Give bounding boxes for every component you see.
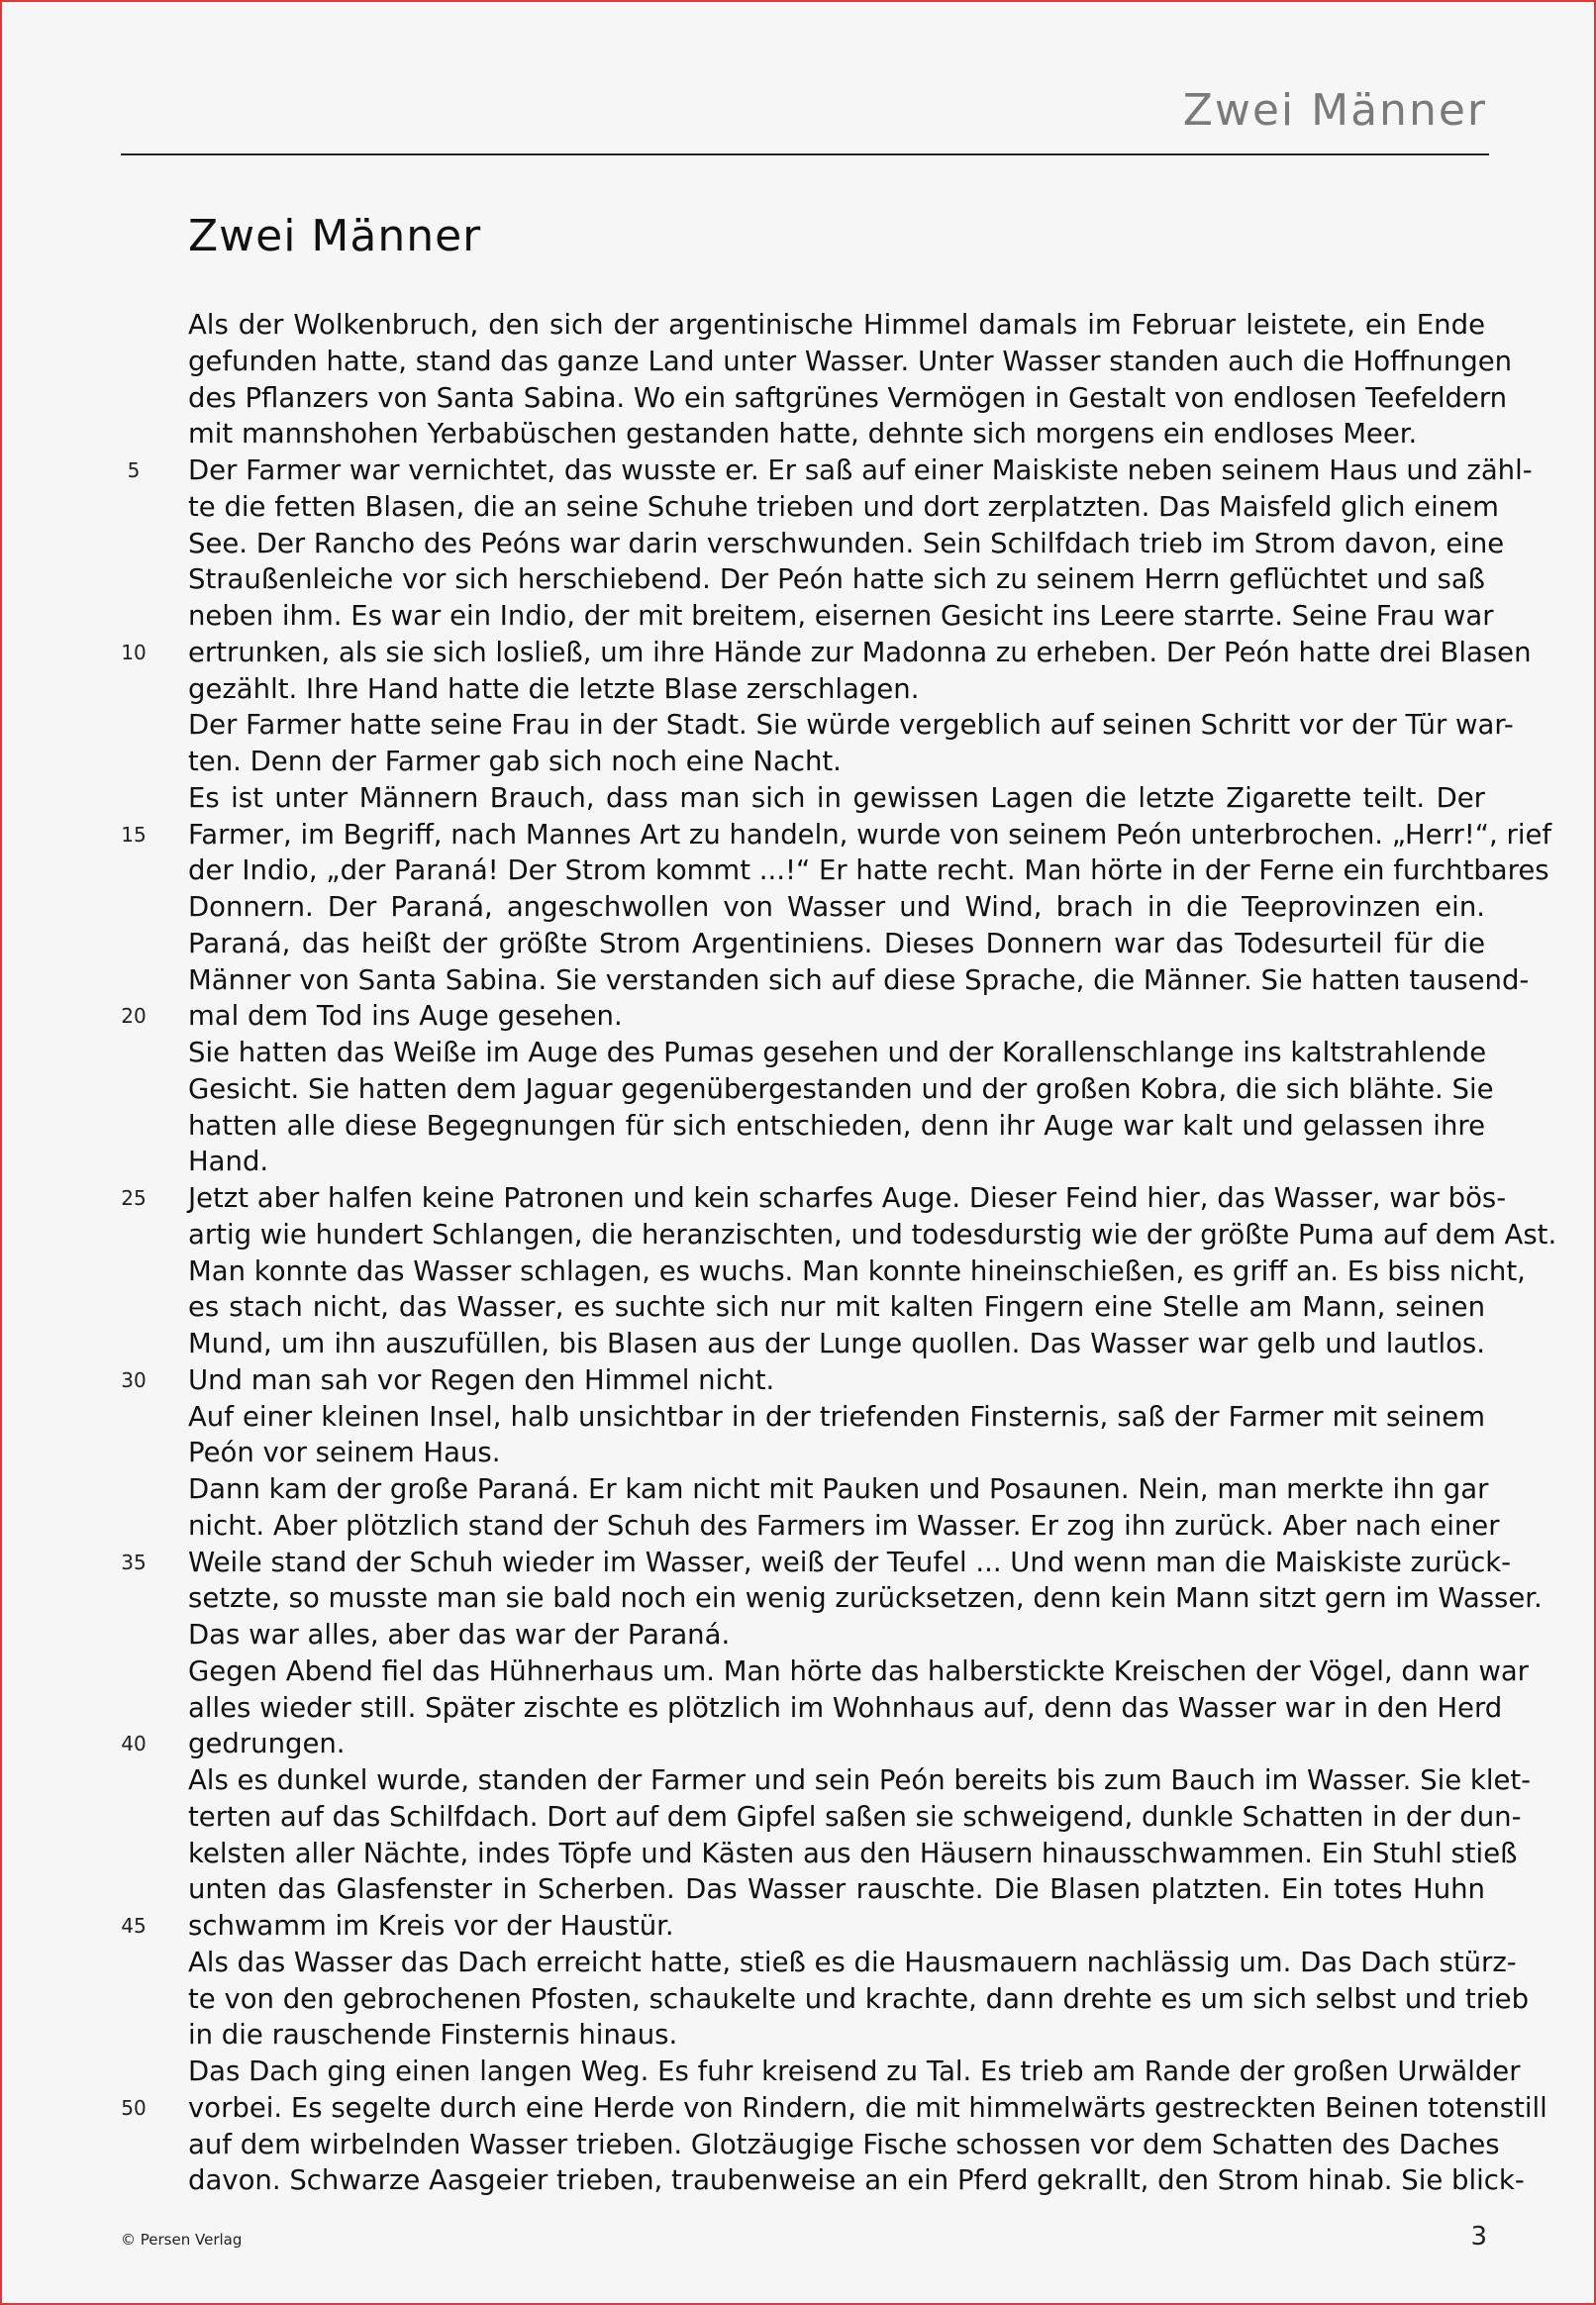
text-line: te von den gebrochenen Pfosten, schaukelte und krachte, dann drehte es um sich selbst und trieb bbox=[188, 1982, 1530, 2015]
text-line: mal dem Tod ins Auge gesehen. bbox=[188, 1000, 623, 1033]
text-line: Das Dach ging einen langen Weg. Es fuhr kreisend zu Tal. Es trieb am Rande der großen Urwälder bbox=[188, 2055, 1521, 2087]
text-line: vorbei. Es segelte durch eine Herde von Rindern, die mit himmelwärts gestreckten Beinen totenstill bbox=[188, 2091, 1547, 2124]
text-line: ertrunken, als sie sich losließ, um ihre Hände zur Madonna zu erheben. Der Peón hatte drei Blasen bbox=[188, 636, 1532, 668]
text-line: mit mannshohen Yerbabüschen gestanden hatte, dehnte sich morgens ein endloses Meer. bbox=[188, 418, 1418, 451]
line-number: 5 bbox=[127, 458, 141, 482]
line-number: 35 bbox=[121, 1550, 147, 1574]
text-line: in die rauschende Finsternis hinaus. bbox=[188, 2019, 678, 2052]
text-line: te die fetten Blasen, die an seine Schuhe trieben und dort zerplatzten. Das Maisfeld glich einem bbox=[188, 490, 1499, 523]
text-line: Der Farmer war vernichtet, das wusste er. Er saß auf einer Maiskiste neben seinem Haus und zähl- bbox=[188, 454, 1533, 486]
running-header: Zwei Männer bbox=[1182, 85, 1487, 136]
text-line: Hand. bbox=[188, 1146, 269, 1178]
line-number: 25 bbox=[121, 1186, 147, 1210]
text-line: Jetzt aber halfen keine Patronen und kein scharfes Auge. Dieser Feind hier, das Wasser, war bös- bbox=[188, 1182, 1507, 1214]
text-line: Farmer, im Begriff, nach Mannes Art zu handeln, wurde von seinem Peón unterbrochen. „Herr!“, rief bbox=[188, 818, 1552, 851]
text-line: Als es dunkel wurde, standen der Farmer und sein Peón bereits bis zum Bauch im Wasser. Sie klet- bbox=[188, 1764, 1532, 1796]
line-number: 20 bbox=[121, 1004, 147, 1029]
text-line: Gegen Abend fiel das Hühnerhaus um. Man hörte das halberstickte Kreischen der Vögel, dann war bbox=[188, 1654, 1529, 1687]
text-line: gedrungen. bbox=[188, 1728, 346, 1760]
document-title: Zwei Männer bbox=[188, 211, 482, 261]
line-number: 15 bbox=[121, 822, 147, 847]
text-line: davon. Schwarze Aasgeier trieben, traubenweise an ein Pferd gekrallt, den Strom hinab. Sie blick- bbox=[188, 2164, 1525, 2197]
text-line: Gesicht. Sie hatten dem Jaguar gegenübergestanden und der großen Kobra, die sich blähte. Sie bbox=[188, 1072, 1494, 1105]
text-line: artig wie hundert Schlangen, die heranzischten, und todesdurstig wie der größte Puma auf dem Ast. bbox=[188, 1218, 1557, 1251]
text-line: Und man sah vor Regen den Himmel nicht. bbox=[188, 1363, 775, 1396]
text-line: Man konnte das Wasser schlagen, es wuchs. Man konnte hineinschießen, es griff an. Es biss nicht, bbox=[188, 1254, 1526, 1287]
page-number: 3 bbox=[1470, 2222, 1487, 2252]
text-line: Männer von Santa Sabina. Sie verstanden sich auf diese Sprache, die Männer. Sie hatten tausend- bbox=[188, 963, 1530, 996]
text-line: es stach nicht, das Wasser, es suchte sich nur mit kalten Fingern eine Stelle am Mann, seinen bbox=[188, 1291, 1485, 1324]
text-line: Mund, um ihn auszufüllen, bis Blasen aus der Lunge quollen. Das Wasser war gelb und lautlos. bbox=[188, 1328, 1485, 1359]
text-line: kelsten aller Nächte, indes Töpfe und Kästen aus den Häusern hinausschwammen. Ein Stuhl stieß bbox=[188, 1837, 1518, 1869]
text-line: unten das Glasfenster in Scherben. Das Wasser rauschte. Die Blasen platzten. Ein totes Huhn bbox=[188, 1873, 1485, 1906]
text-line: Als das Wasser das Dach erreicht hatte, stieß es die Hausmauern nachlässig um. Das Dach stürz- bbox=[188, 1946, 1517, 1978]
line-number: 45 bbox=[121, 1914, 147, 1938]
text-line: Peón vor seinem Haus. bbox=[188, 1437, 501, 1469]
text-line: des Pflanzers von Santa Sabina. Wo ein saftgrünes Vermögen in Gestalt von endlosen Teefeldern bbox=[188, 381, 1508, 414]
text-line: Als der Wolkenbruch, den sich der argentinische Himmel damals im Februar leistete, ein Ende bbox=[188, 309, 1485, 341]
text-line: nicht. Aber plötzlich stand der Schuh des Farmers im Wasser. Er zog ihn zurück. Aber nach einer bbox=[188, 1509, 1500, 1542]
text-line: Paraná, das heißt der größte Strom Argentiniens. Dieses Donnern war das Todesurteil für die bbox=[188, 927, 1485, 959]
text-line: Weile stand der Schuh wieder im Wasser, weiß der Teufel ... Und wenn man die Maiskiste zurück- bbox=[188, 1546, 1512, 1578]
text-line: Dann kam der große Paraná. Er kam nicht mit Pauken und Posaunen. Nein, man merkte ihn gar bbox=[188, 1473, 1489, 1505]
text-line: alles wieder still. Später zischte es plötzlich im Wohnhaus auf, denn das Wasser war in den Herd bbox=[188, 1691, 1503, 1724]
text-line: Es ist unter Männern Brauch, dass man sich in gewissen Lagen die letzte Zigarette teilt. Der bbox=[188, 781, 1485, 814]
text-line: ten. Denn der Farmer gab sich noch eine Nacht. bbox=[188, 746, 842, 777]
footer-copyright: © Persen Verlag bbox=[121, 2231, 243, 2249]
line-number: 50 bbox=[121, 2095, 147, 2120]
text-line: Auf einer kleinen Insel, halb unsichtbar in der triefenden Finsternis, saß der Farmer mit seinem bbox=[188, 1400, 1485, 1433]
line-number: 40 bbox=[121, 1732, 147, 1756]
line-number: 10 bbox=[121, 640, 147, 664]
text-line: setzte, so musste man sie bald noch ein wenig zurücksetzen, denn kein Mann sitzt gern im Wasser. bbox=[188, 1582, 1543, 1615]
text-line: hatten alle diese Begegnungen für sich entschieden, denn ihr Auge war kalt und gelassen ihre bbox=[188, 1109, 1485, 1142]
text-line: terten auf das Schilfdach. Dort auf dem Gipfel saßen sie schweigend, dunkle Schatten in der dun- bbox=[188, 1800, 1522, 1833]
text-line: der Indio, „der Paraná! Der Strom kommt ...!“ Er hatte recht. Man hörte in der Ferne ein furchtbares bbox=[188, 854, 1549, 887]
text-line: neben ihm. Es war ein Indio, der mit breitem, eisernen Gesicht ins Leere starrte. Seine Frau war bbox=[188, 600, 1494, 632]
text-line: See. Der Rancho des Peóns war darin verschwunden. Sein Schilfdach trieb im Strom davon, eine bbox=[188, 527, 1505, 559]
line-number: 30 bbox=[121, 1367, 147, 1392]
text-line: Das war alles, aber das war der Paraná. bbox=[188, 1619, 731, 1651]
text-line: Sie hatten das Weiße im Auge des Pumas gesehen und der Korallenschlange ins kaltstrahlende bbox=[188, 1037, 1487, 1068]
text-line: schwamm im Kreis vor der Haustür. bbox=[188, 1910, 674, 1942]
text-line: Straußenleiche vor sich herschiebend. Der Peón hatte sich zu seinem Herrn geflüchtet und saß bbox=[188, 563, 1485, 596]
text-line: Der Farmer hatte seine Frau in der Stadt. Sie würde vergeblich auf seinen Schritt vor der Tür war- bbox=[188, 709, 1514, 742]
text-line: auf dem wirbelnden Wasser trieben. Glotzäugige Fische schossen vor dem Schatten des Daches bbox=[188, 2128, 1500, 2160]
text-line: gezählt. Ihre Hand hatte die letzte Blase zerschlagen. bbox=[188, 672, 920, 705]
text-line: Donnern. Der Paraná, angeschwollen von Wasser und Wind, brach in die Teeprovinzen ein. bbox=[188, 891, 1485, 923]
text-line: gefunden hatte, stand das ganze Land unter Wasser. Unter Wasser standen auch die Hoffnungen bbox=[188, 345, 1513, 377]
